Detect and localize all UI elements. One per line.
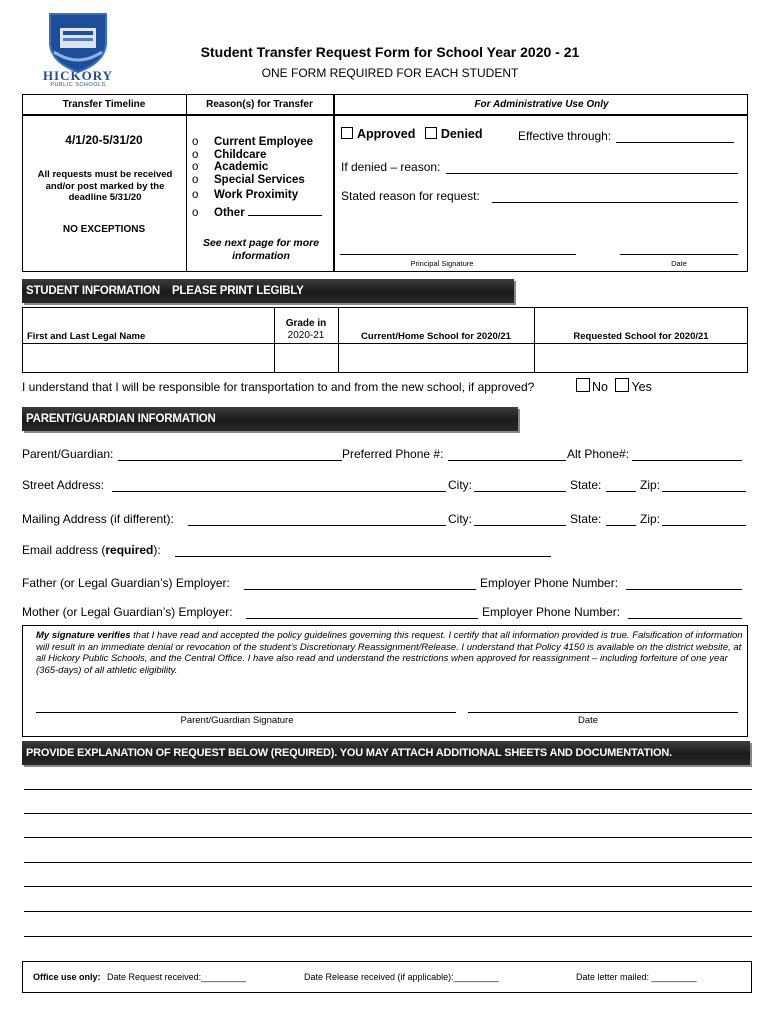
explanation-line[interactable] bbox=[24, 924, 752, 937]
grade-field[interactable] bbox=[275, 344, 337, 372]
stated-reason-label: Stated reason for request: bbox=[341, 189, 480, 203]
street-zip-label: Zip: bbox=[640, 478, 661, 492]
reason-current-employee[interactable]: o Current Employee bbox=[192, 136, 314, 148]
explanation-line[interactable] bbox=[24, 850, 752, 863]
transport-statement: I understand that I will be responsible for transportation to and from the new school, if approved? bbox=[22, 380, 535, 394]
mailing-city-label: City: bbox=[448, 512, 472, 526]
effective-through-label: Effective through: bbox=[518, 129, 612, 143]
principal-signature-field[interactable] bbox=[340, 244, 576, 255]
school-crest-icon bbox=[38, 12, 118, 74]
timeline-note: All requests must be received and/or post marked by the deadline 5/31/20 bbox=[37, 169, 173, 203]
father-employer-phone-label: Employer Phone Number: bbox=[480, 576, 619, 590]
mother-employer-label: Mother (or Legal Guardian’s) Employer: bbox=[22, 605, 233, 619]
guardian-date-label: Date bbox=[577, 715, 599, 726]
father-employer-label: Father (or Legal Guardian’s) Employer: bbox=[22, 576, 230, 590]
street-city-label: City: bbox=[448, 478, 472, 492]
email-field[interactable] bbox=[175, 544, 551, 557]
reason-special-services[interactable]: o Special Services bbox=[192, 173, 305, 186]
reason-work-proximity[interactable]: o Work Proximity bbox=[192, 189, 299, 201]
reasons-list bbox=[192, 136, 322, 219]
mailing-zip-label: Zip: bbox=[640, 512, 661, 526]
col-requested-school-header: Requested School for 2020/21 bbox=[573, 331, 709, 342]
mailing-state-field[interactable] bbox=[606, 513, 636, 526]
mailing-city-field[interactable] bbox=[474, 513, 566, 526]
office-use-label: Office use only: Date Request received:_________ bbox=[33, 972, 247, 982]
logo bbox=[38, 12, 118, 88]
transport-yes-checkbox[interactable] bbox=[615, 378, 629, 392]
mailing-zip-field[interactable] bbox=[662, 513, 746, 526]
form-title: Student Transfer Request Form for School Year 2020 - 21 bbox=[200, 44, 580, 60]
transport-no-label: No bbox=[592, 380, 608, 394]
student-name-field[interactable] bbox=[23, 344, 273, 372]
date-request-received: Date Request received:_________ bbox=[107, 972, 247, 982]
reason-academic[interactable]: o Academic bbox=[192, 161, 269, 173]
parent-info-bar: PARENT/GUARDIAN INFORMATION bbox=[22, 407, 518, 431]
explanation-line[interactable] bbox=[24, 801, 752, 814]
email-label: Email address (required): bbox=[22, 543, 161, 557]
signature-statement: My signature verifies that I have read and accepted the policy guidelines governing this request. I certify that all information provided is true. Falsification of information will result in an immediate denial or revocation of the student’s Discretionary Reassignment/Release. I understand that Policy 4150 is available on the district website, at all Hickory Public Schools, and the Central Office. I have also read and understand the restrictions when approved for reassignment – including forfeiture of one year (365-days) of all athletic eligibility. bbox=[36, 630, 743, 676]
street-state-label: State: bbox=[570, 478, 602, 492]
father-employer-phone-field[interactable] bbox=[626, 577, 742, 590]
principal-date-label: Date bbox=[671, 259, 687, 268]
reasons-header: Reason(s) for Transfer bbox=[206, 99, 313, 110]
date-release-received: Date Release received (if applicable):_________ bbox=[304, 972, 499, 982]
if-denied-label: If denied – reason: bbox=[341, 160, 441, 174]
mother-employer-phone-field[interactable] bbox=[628, 606, 742, 619]
explanation-bar: PROVIDE EXPLANATION OF REQUEST BELOW (REQUIRED). YOU MAY ATTACH ADDITIONAL SHEETS AND DOCUMENTATION. bbox=[22, 741, 750, 765]
transport-yes-label: Yes bbox=[631, 380, 652, 394]
guardian-label: Parent/Guardian: bbox=[22, 447, 114, 461]
approved-checkbox[interactable] bbox=[341, 127, 353, 139]
requested-school-field[interactable] bbox=[535, 344, 747, 372]
explanation-line[interactable] bbox=[24, 777, 752, 790]
timeline-dates: 4/1/20-5/31/20 bbox=[65, 133, 143, 147]
preferred-phone-label: Preferred Phone #: bbox=[342, 447, 444, 461]
logo-subtext: PUBLIC SCHOOLS bbox=[50, 82, 106, 88]
principal-date-field[interactable] bbox=[620, 244, 738, 255]
guardian-field[interactable] bbox=[118, 448, 342, 461]
admin-header: For Administrative Use Only bbox=[474, 99, 609, 110]
guardian-signature-field[interactable] bbox=[36, 702, 456, 713]
form-subtitle: ONE FORM REQUIRED FOR EACH STUDENT bbox=[261, 66, 519, 80]
street-state-field[interactable] bbox=[606, 479, 636, 492]
col-current-school-header: Current/Home School for 2020/21 bbox=[361, 331, 511, 342]
approved-label: Approved bbox=[357, 127, 416, 141]
mailing-label: Mailing Address (if different): bbox=[22, 512, 174, 526]
transport-no-checkbox[interactable] bbox=[576, 378, 590, 392]
mailing-field[interactable] bbox=[188, 513, 446, 526]
date-letter-mailed: Date letter mailed: _________ bbox=[576, 972, 697, 982]
explanation-line[interactable] bbox=[24, 874, 752, 887]
logo-text: HICKORY bbox=[42, 68, 114, 83]
student-info-bar: STUDENT INFORMATION PLEASE PRINT LEGIBLY bbox=[22, 279, 514, 303]
preferred-phone-field[interactable] bbox=[448, 448, 566, 461]
current-school-field[interactable] bbox=[339, 344, 533, 372]
denied-checkbox[interactable] bbox=[425, 127, 437, 139]
principal-signature-label: Principal Signature bbox=[410, 259, 474, 268]
reason-childcare[interactable]: o Childcare bbox=[192, 148, 267, 161]
father-employer-field[interactable] bbox=[244, 577, 476, 590]
street-field[interactable] bbox=[112, 479, 446, 492]
effective-through-field[interactable] bbox=[616, 130, 734, 143]
mother-employer-field[interactable] bbox=[246, 606, 478, 619]
col-grade-year: 2020-21 bbox=[287, 330, 325, 341]
mailing-state-label: State: bbox=[570, 512, 602, 526]
col-grade-header: Grade in bbox=[285, 318, 327, 329]
guardian-date-field[interactable] bbox=[468, 702, 738, 713]
no-exceptions: NO EXCEPTIONS bbox=[62, 224, 146, 235]
alt-phone-label: Alt Phone#: bbox=[567, 447, 630, 461]
explanation-line[interactable] bbox=[24, 899, 752, 912]
if-denied-field[interactable] bbox=[446, 161, 738, 174]
mother-employer-phone-label: Employer Phone Number: bbox=[482, 605, 621, 619]
street-city-field[interactable] bbox=[474, 479, 566, 492]
see-next-page: See next page for more information bbox=[202, 237, 320, 262]
street-zip-field[interactable] bbox=[662, 479, 746, 492]
reason-other[interactable]: o Other bbox=[192, 204, 322, 220]
street-label: Street Address: bbox=[22, 478, 105, 492]
col-name-header: First and Last Legal Name bbox=[27, 331, 146, 342]
denied-label: Denied bbox=[440, 127, 483, 141]
guardian-signature-label: Parent/Guardian Signature bbox=[180, 715, 294, 726]
timeline-header: Transfer Timeline bbox=[62, 99, 146, 110]
alt-phone-field[interactable] bbox=[632, 448, 742, 461]
explanation-line[interactable] bbox=[24, 825, 752, 838]
stated-reason-field[interactable] bbox=[492, 190, 738, 203]
